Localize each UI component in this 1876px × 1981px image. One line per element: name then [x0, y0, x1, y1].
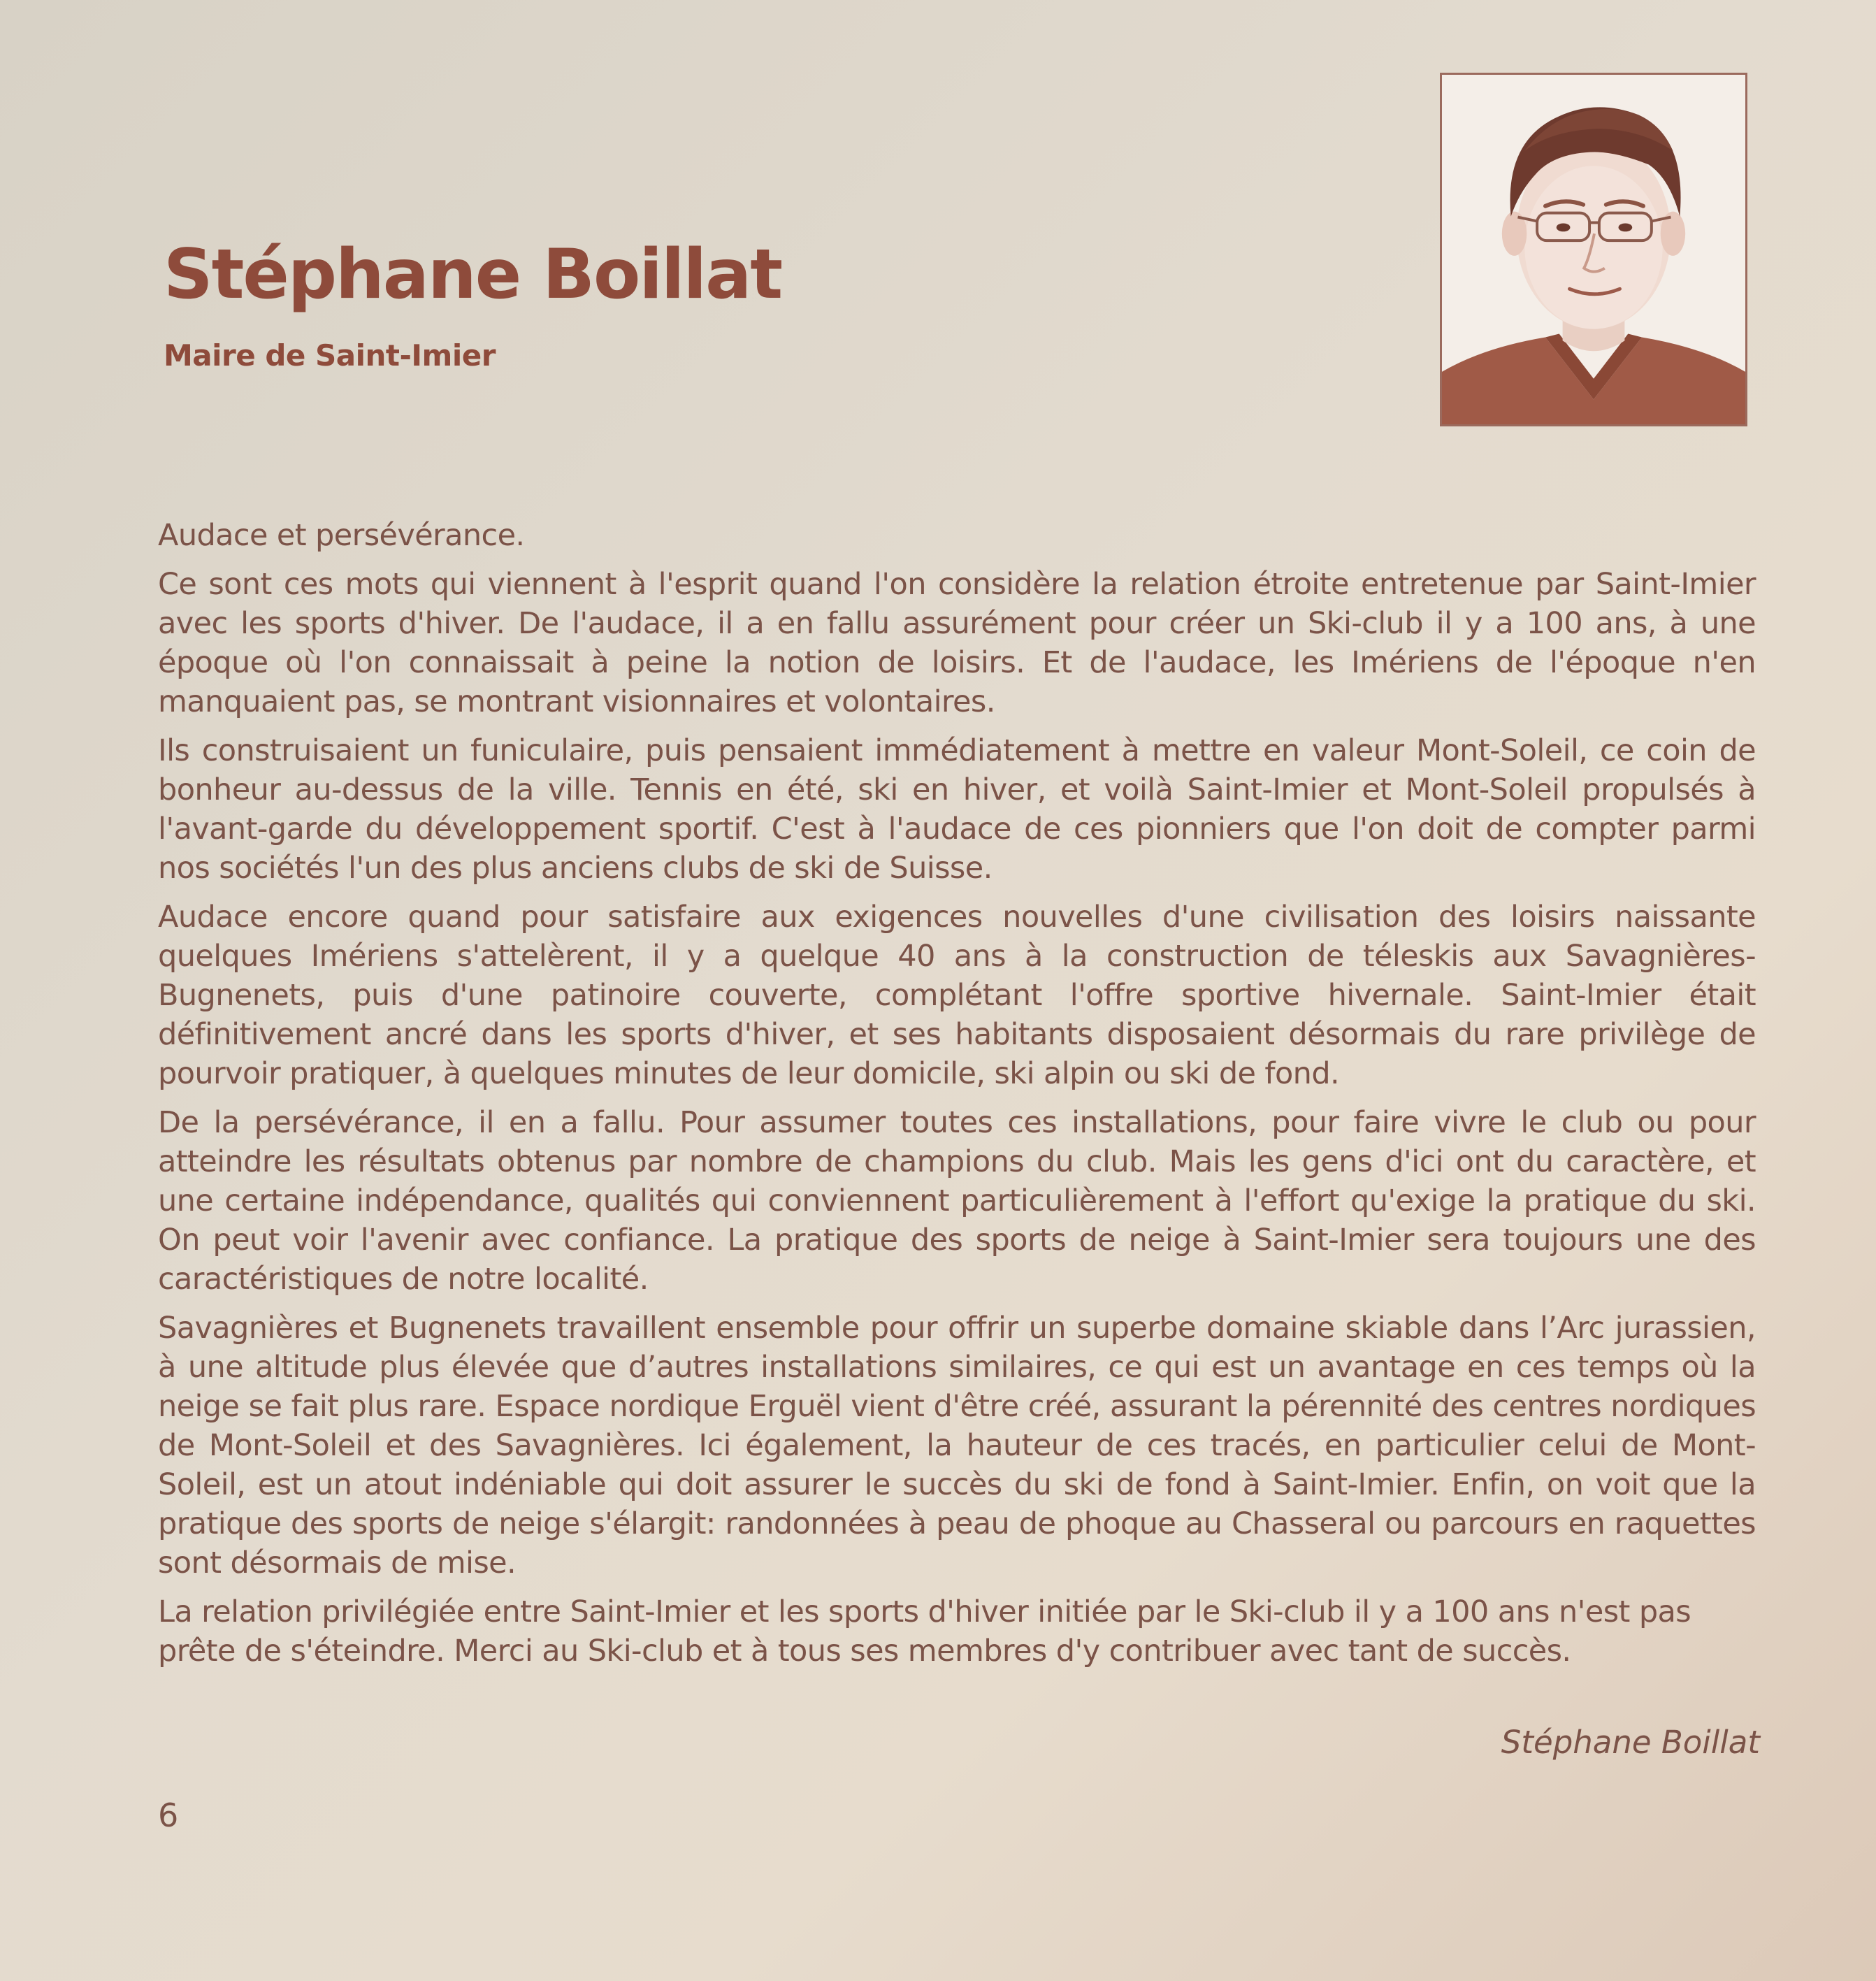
author-role-subtitle: Maire de Saint-Imier	[164, 338, 496, 373]
page-number: 6	[158, 1796, 179, 1834]
portrait-photo	[1440, 73, 1747, 426]
paragraph: Audace encore quand pour satisfaire aux exigences nouvelles d'une civilisation des loisirs naissante quelques Imériens s'attelèrent, il y a quelque 40 ans à la construction de téleskis aux Savagnières-Bugnenets, puis d'une patinoire couverte, complétant l'offre sportive hivernale. Saint-Imier était définitivement ancré dans les sports d'hiver, et ses habitants disposaient désormais du rare privilège de pourvoir pratiquer, à quelques minutes de leur domicile, ski alpin ou ski de fond.	[158, 900, 1756, 1091]
author-name-heading: Stéphane Boillat	[164, 235, 782, 315]
paragraph: Ils construisaient un funiculaire, puis pensaient immédiatement à mettre en valeur Mont-Soleil, ce coin de bonheur au-dessus de la ville. Tennis en été, ski en hiver, et voilà Saint-Imier et Mont-Soleil propulsés à l'avant-garde du développement sportif. C'est à l'audace de ces pionniers que l'on doit de compter parmi nos sociétés l'un des plus anciens clubs de ski de Suisse.	[158, 733, 1756, 886]
portrait-illustration	[1442, 75, 1745, 424]
paragraph: Savagnières et Bugnenets travaillent ensemble pour offrir un superbe domaine skiable dans l’Arc jurassien, à une altitude plus élevée que d’autres installations similaires, ce qui est un avantage en ces temps où la neige se fait plus rare. Espace nordique Erguël vient d'être créé, assurant la pérennité des centres nordiques de Mont-Soleil et des Savagnières. Ici également, la hauteur de ces tracés, en particulier celui de Mont-Soleil, est un atout indéniable qui doit assurer le succès du ski de fond à Saint-Imier. Enfin, on voit que la pratique des sports de neige s'élargit: randonnées à peau de phoque au Chasseral ou parcours en raquettes sont désormais de mise.	[158, 1311, 1756, 1580]
paragraph: Ce sont ces mots qui viennent à l'esprit quand l'on considère la relation étroite entretenue par Saint-Imier avec les sports d'hiver. De l'audace, il a en fallu assurément pour créer un Ski-club il y a 100 ans, à une époque où l'on connaissait à peine la notion de loisirs. Et de l'audace, les Imériens de l'époque n'en manquaient pas, se montrant visionnaires et volontaires.	[158, 567, 1756, 719]
letter-body	[158, 516, 1756, 1680]
signature: Stéphane Boillat	[1501, 1724, 1760, 1761]
paragraph-opening: Audace et persévérance.	[158, 518, 525, 553]
paragraph-closing: La relation privilégiée entre Saint-Imier et les sports d'hiver initiée par le Ski-club il y a 100 ans n'est pas prête de s'éteindre. Merci au Ski-club et à tous ses membres d'y contribuer avec tant de succès.	[158, 1594, 1691, 1669]
paragraph: De la persévérance, il en a fallu. Pour assumer toutes ces installations, pour faire vivre le club ou pour atteindre les résultats obtenus par nombre de champions du club. Mais les gens d'ici ont du caractère, et une certaine indépendance, qualités qui conviennent particulièrement à l'effort qu'exige la pratique du ski. On peut voir l'avenir avec confiance. La pratique des sports de neige à Saint-Imier sera toujours une des caractéristiques de notre localité.	[158, 1105, 1756, 1297]
